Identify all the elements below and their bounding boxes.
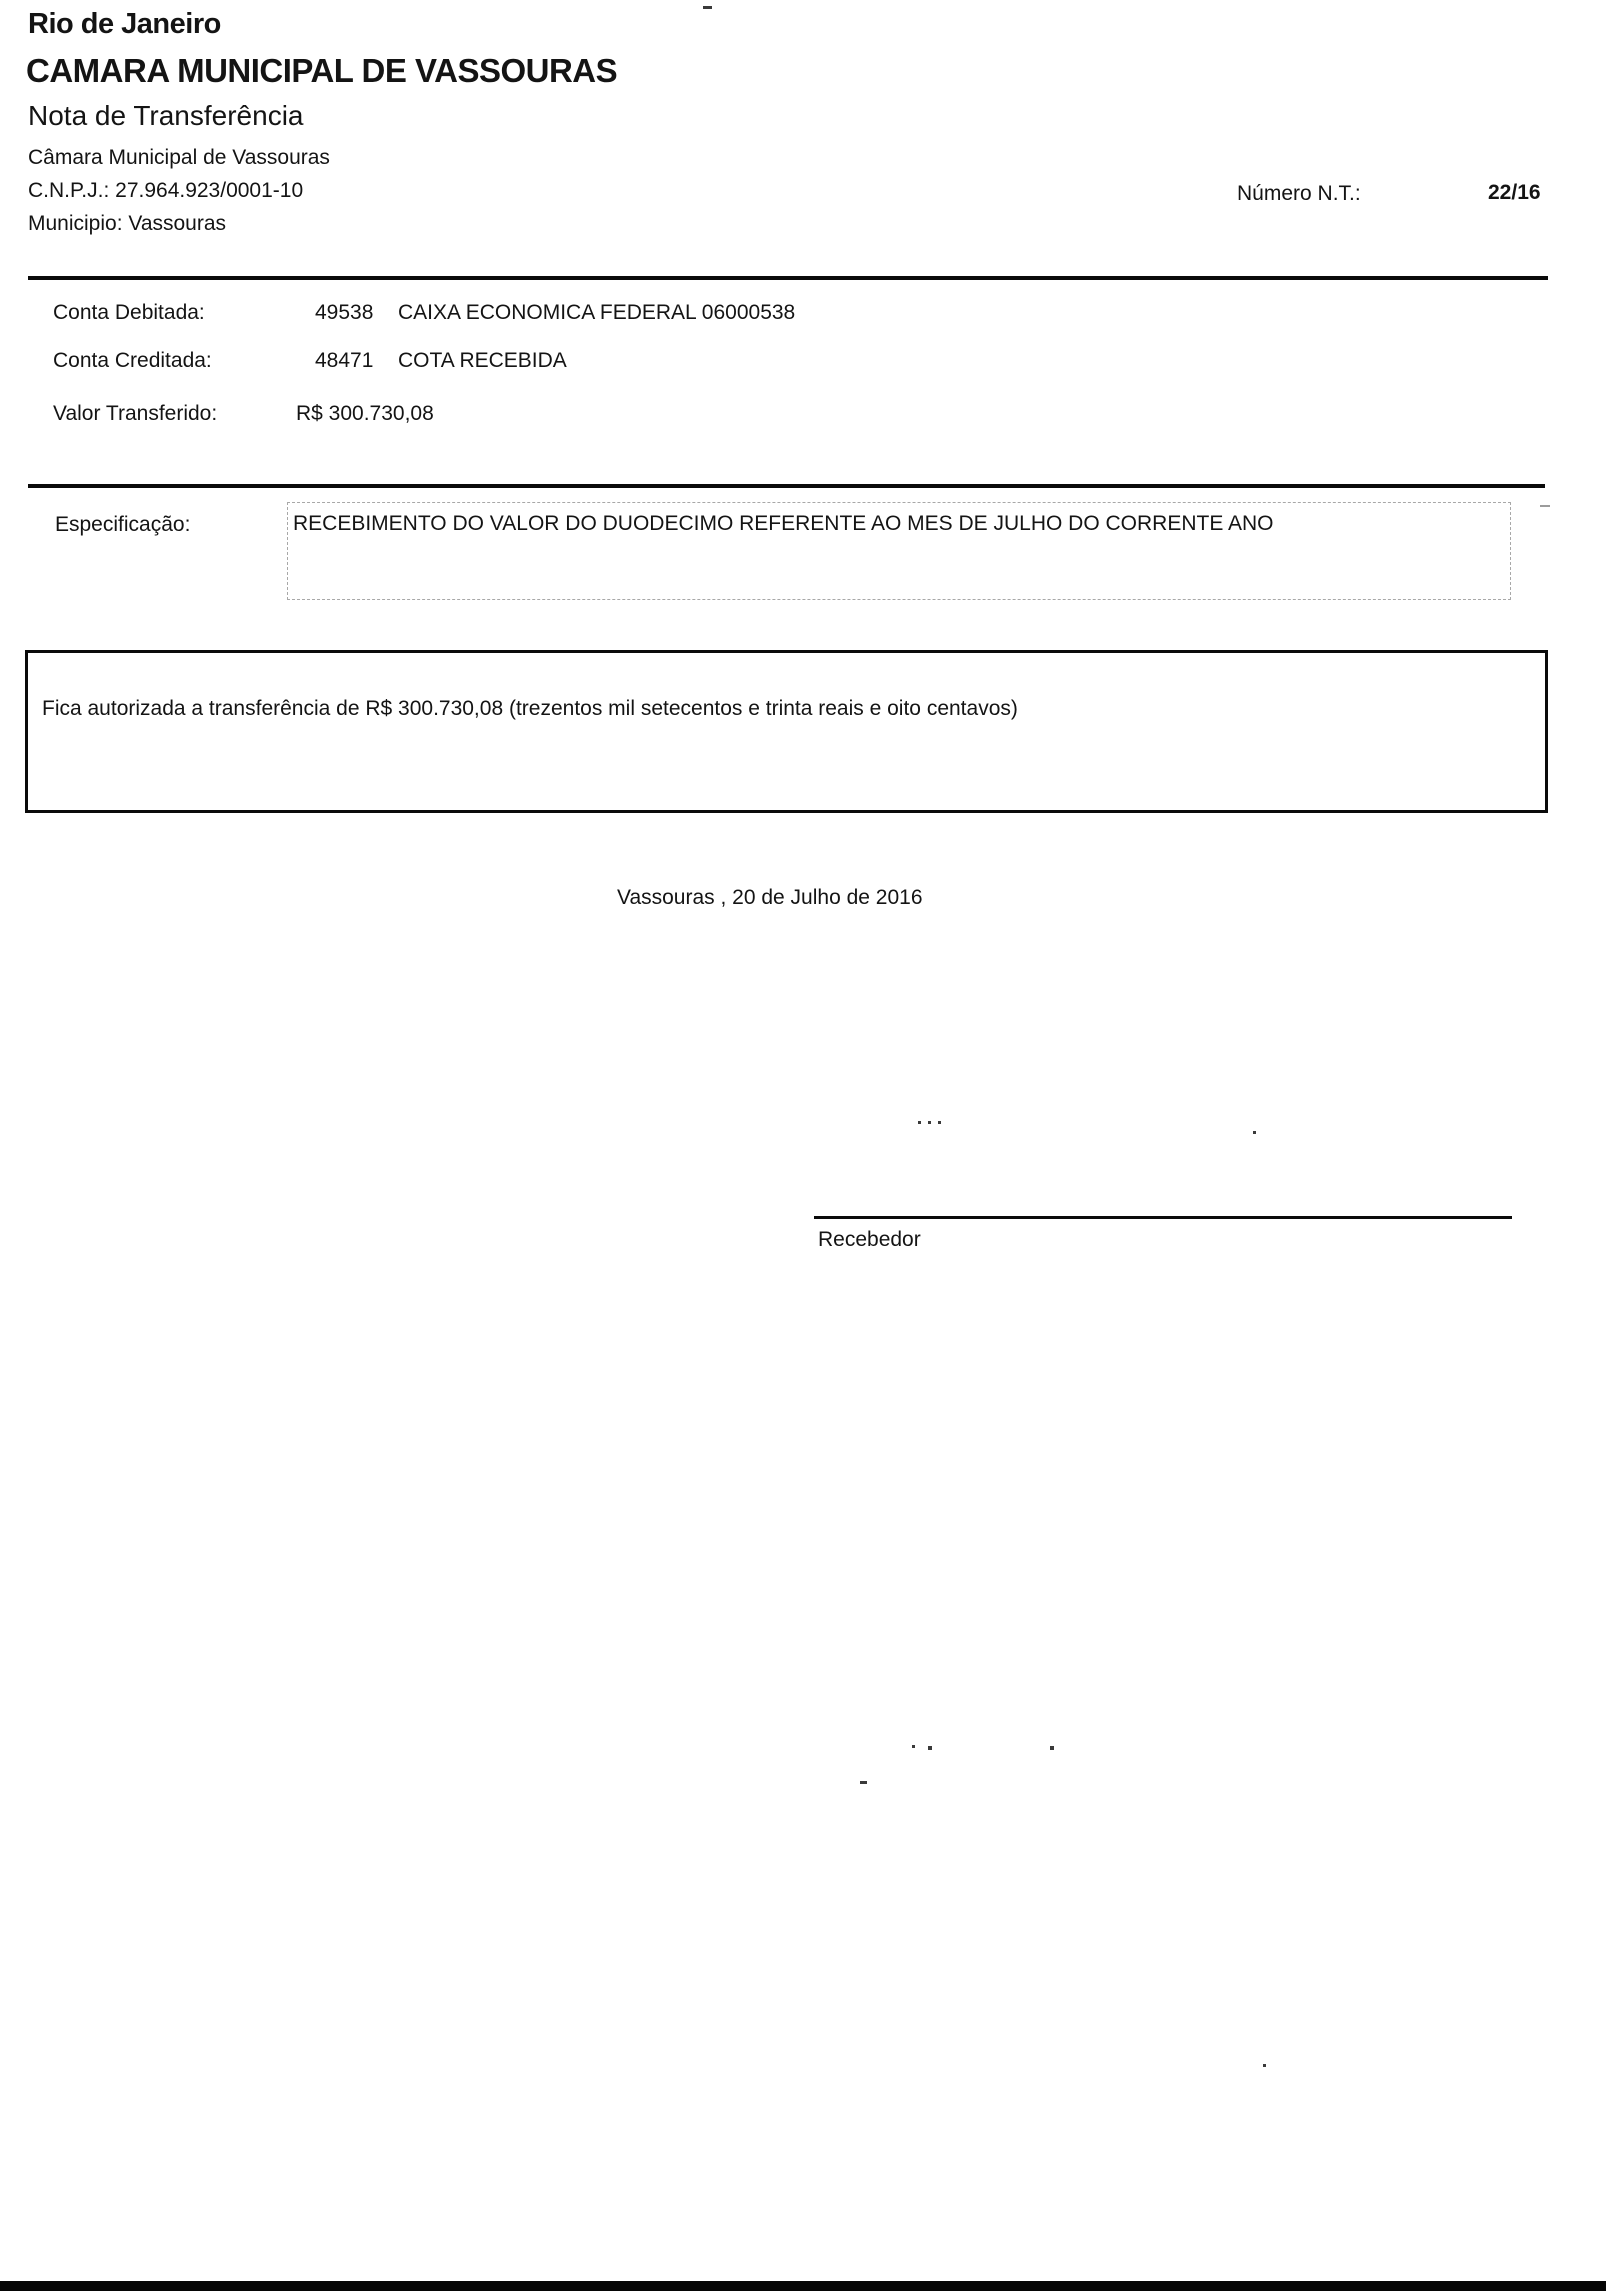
especificacao-label: Especificação: [55,513,191,536]
valor-transferido-value: R$ 300.730,08 [296,402,434,425]
especificacao-value: RECEBIMENTO DO VALOR DO DUODECIMO REFERENTE AO MES DE JULHO DO CORRENTE ANO [293,512,1274,535]
signature-line [814,1216,1512,1219]
conta-debitada-label: Conta Debitada: [53,301,205,324]
especificacao-divider [28,484,1545,488]
scan-speck [860,1781,867,1784]
signature-label: Recebedor [818,1228,921,1251]
scan-speck [928,1746,932,1750]
scan-speck [1253,1131,1256,1134]
conta-creditada-code: 48471 [315,349,374,372]
scan-speck [928,1121,931,1124]
document-title: Nota de Transferência [28,100,304,131]
scan-speck [703,6,712,9]
cnpj-line: C.N.P.J.: 27.964.923/0001-10 [28,179,304,202]
entity-name: Câmara Municipal de Vassouras [28,146,330,169]
conta-debitada-name: CAIXA ECONOMICA FEDERAL 06000538 [398,301,796,324]
authorization-box [25,650,1548,813]
scan-speck [938,1121,941,1124]
municipio-line: Municipio: Vassouras [28,212,227,235]
date-place-line: Vassouras , 20 de Julho de 2016 [617,886,923,909]
conta-creditada-name: COTA RECEBIDA [398,349,567,372]
scan-speck [1263,2064,1266,2067]
scan-speck [912,1745,915,1748]
scan-speck [918,1121,921,1124]
state-title: Rio de Janeiro [28,8,221,40]
scan-speck [1540,505,1550,507]
header-divider [28,276,1548,280]
numero-nt-label: Número N.T.: [1237,182,1361,205]
authorization-text: Fica autorizada a transferência de R$ 300.730,08 (trezentos mil setecentos e trinta reais e oito centavos) [42,697,1018,720]
valor-transferido-label: Valor Transferido: [53,402,218,425]
scan-speck [1050,1746,1054,1750]
conta-creditada-label: Conta Creditada: [53,349,212,372]
organization-title: CAMARA MUNICIPAL DE VASSOURAS [26,52,618,89]
scan-edge-bar [0,2281,1606,2291]
numero-nt-value: 22/16 [1488,181,1541,204]
conta-debitada-code: 49538 [315,301,374,324]
